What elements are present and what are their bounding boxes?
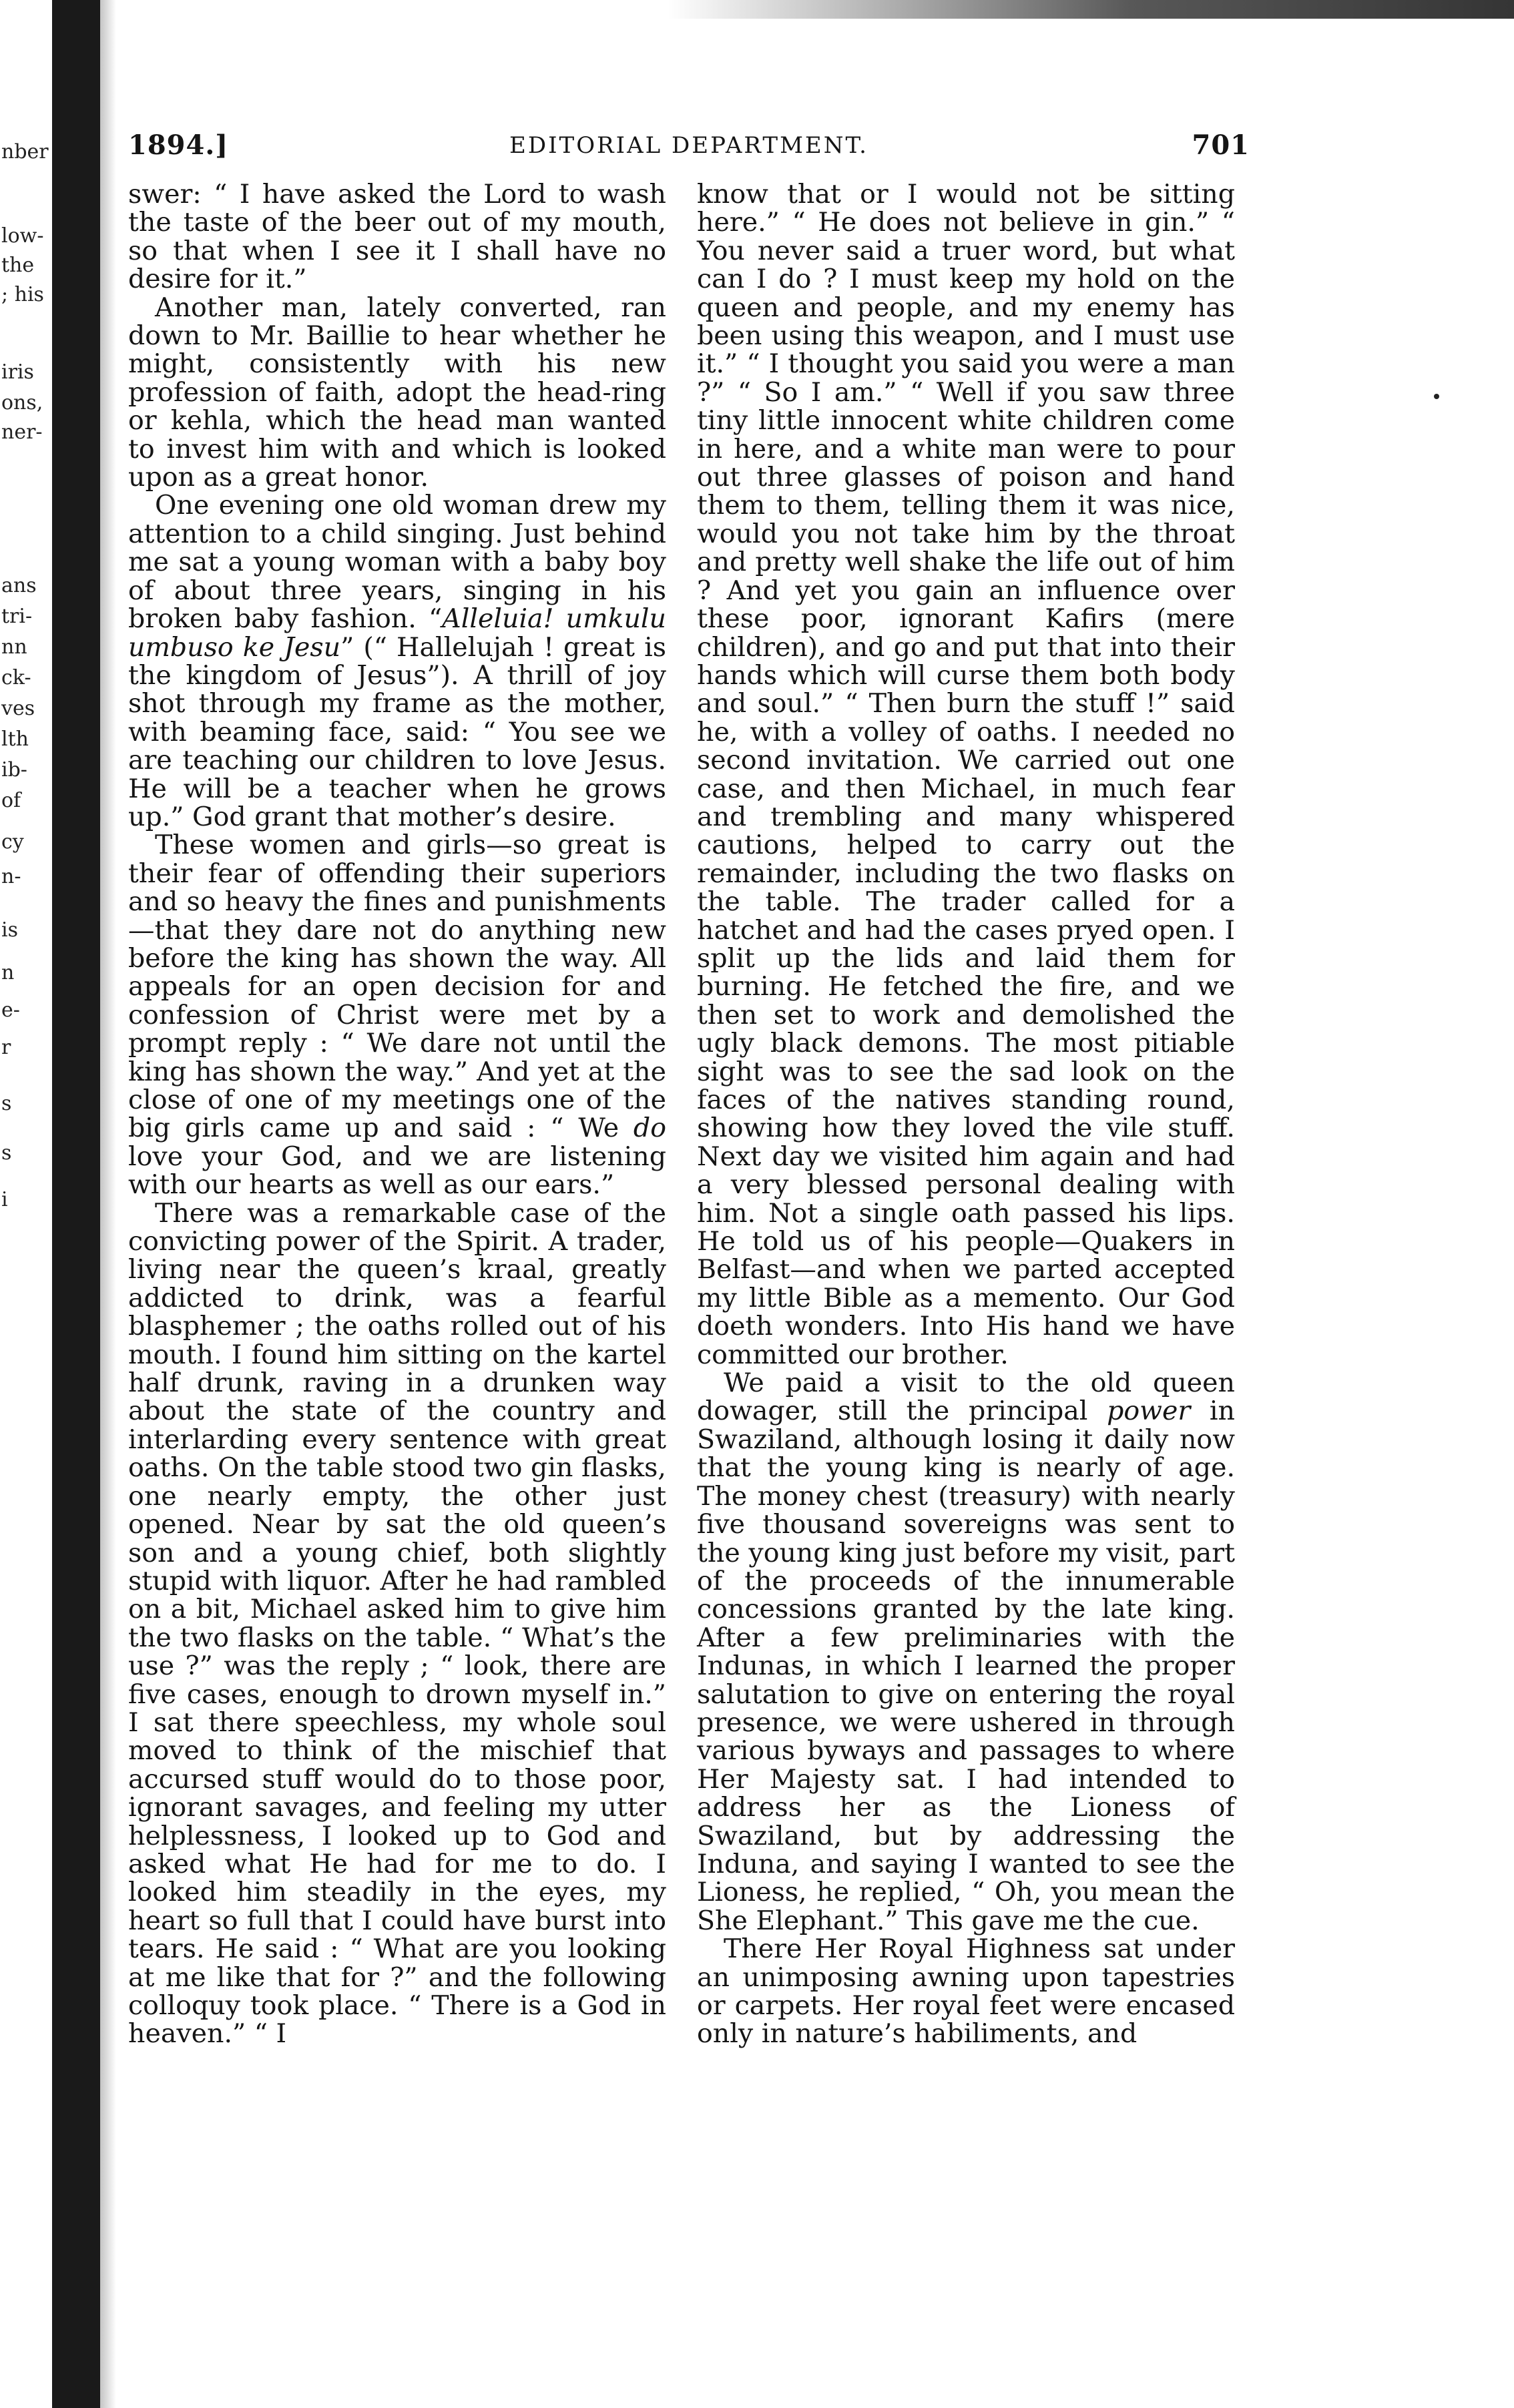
margin-fragment: ner-	[1, 420, 43, 444]
paragraph	[128, 294, 666, 492]
binding-margin	[0, 0, 100, 2408]
margin-fragment: cy	[1, 830, 24, 854]
paragraph	[128, 1199, 666, 2048]
right-column	[697, 180, 1235, 2048]
margin-fragment: tri-	[1, 605, 33, 628]
paragraph-text: There Her Royal Highness sat under an unimposing awning upon tapestries or carpets. Her royal feet were encased only in nature’s habiliments, and	[697, 1933, 1235, 2050]
left-column	[128, 180, 666, 2048]
paragraph-text: These women and girls—so great is their fear of offending their superiors and so heavy the fines and punishments —that they dare not do anything new before the king has shown the way. All appeals for an open decision for and confession of Christ were met by a prompt reply : “ We dare not until the king has shown the way.” And yet at the close of one of my meetings one of the big girls came up and said : “ We	[128, 830, 666, 1144]
paragraph-text: There was a remarkable case of the convicting power of the Spirit. A trader, living near the queen’s kraal, greatly addicted to drink, was a fearful blasphemer ; the oaths rolled out of his mouth. I found him sitting on the kartel half drunk, raving in a drunken way about the state of the country and interlarding every sentence with great oaths. On the table stood two gin flasks, one nearly empty, the other just opened. Near by sat the old queen’s son and a young chief, both slightly stupid with liquor. After he had rambled on a bit, Michael asked him to give him the two flasks on the table. “ What’s the use ?” was the reply ; “ look, there are five cases, enough to drown myself in.” I sat there speechless, my whole soul moved to think of the mischief that accursed stuff would do to those poor, ignorant savages, and feeling my utter helplessness, I looked up to God and asked what He had for me to do. I looked him steadily in the eyes, my heart so full that I could have burst into tears. He said : “ What are you looking at me like that for ?” and the following colloquy took place. “ There is a God in heaven.” “ I	[128, 1197, 666, 2050]
paragraph-text: swer: “ I have asked the Lord to wash the taste of the beer out of my mouth, so that when I see it I shall have no desire for it.”	[128, 179, 666, 295]
margin-fragment: low-	[1, 224, 44, 248]
margin-fragment: ck-	[1, 666, 31, 689]
margin-fragment: ves	[1, 697, 35, 720]
margin-fragment: ; his	[1, 283, 44, 306]
running-header	[128, 125, 1250, 166]
margin-fragment: n	[1, 961, 15, 984]
paragraph	[697, 180, 1235, 1369]
spine-shadow	[100, 0, 116, 2408]
margin-fragment: ans	[1, 574, 37, 597]
paragraph-text: know that or I would not be sitting here.” “ He does not believe in gin.” “ You never said a truer word, but what can I do ? I must keep my hold on the queen and people, and my enemy has been using this weapon, and I must use it.” “ I thought you said you were a man ?” “ So I am.” “ Well if you saw three tiny little innocent white children come in here, and a white man were to pour out three glasses of poison and hand them to them, telling them it was nice, would you not take him by the throat and pretty well shake the life out of him ? And yet you gain an influence over these poor, ignorant Kafirs (mere children), and go and put that into their hands which will curse them both body and soul.” “ Then burn the stuff !” said he, with a volley of oaths. I needed no second invitation. We carried out one case, and then Michael, in much fear and trembling and many whispered cautions, helped to carry out the remainder, including the two flasks on the table. The trader called for a hatchet and had the cases pryed open. I split up the lids and laid them for burning. He fetched the fire, and we then set to work and demolished the ugly black demons. The most pitiable sight was to see the sad look on the faces of the natives standing round, showing how they loved the vile stuff. Next day we visited him again and had a very blessed personal dealing with him. Not a single oath passed his lips. He told us of his people—Quakers in Belfast—and when we parted accepted my little Bible as a memento. Our God doeth wonders. Into His hand we have committed our brother.	[697, 179, 1235, 1370]
paragraph-text: One evening one old woman drew my attention to a child singing. Just behind me sat a young woman with a baby boy of about three years, singing in his broken baby fashion. “	[128, 490, 666, 635]
margin-fragment: s	[1, 1141, 12, 1165]
margin-fragment: ib-	[1, 758, 27, 782]
margin-fragment: ons,	[1, 391, 43, 414]
paragraph	[128, 180, 666, 294]
binding-spine	[52, 0, 100, 2408]
paragraph	[128, 831, 666, 1199]
margin-fragment: i	[1, 1188, 8, 1211]
margin-fragment: n-	[1, 865, 21, 888]
margin-fragment: of	[1, 789, 21, 812]
margin-fragment: nn	[1, 635, 27, 659]
ink-speck	[1434, 394, 1439, 399]
margin-fragment: e-	[1, 998, 20, 1022]
paragraph-text: We paid a visit to the old queen dowager, still the principal	[697, 1368, 1235, 1427]
margin-fragment: is	[1, 918, 18, 942]
page-number: 701	[1192, 129, 1250, 161]
header-department: EDITORIAL DEPARTMENT.	[509, 132, 868, 159]
paragraph-text: in Swaziland, although losing it daily now that the young king is nearly of age. The money chest (treasury) with nearly five thousand sovereigns was sent to the young king just before my visit, part of the proceeds of the innumerable concessions granted by the late king. After a few preliminaries with the Indunas, in which I learned the proper salutation to give on entering the royal presence, we were ushered in through various byways and passages to where Her Majesty sat. I had intended to address her as the Lioness of Swaziland, but by addressing the Induna, and saying I wanted to see the Lioness, he replied, “ Oh, you mean the She Elephant.” This gave me the cue.	[697, 1396, 1235, 1936]
paragraph	[697, 1369, 1235, 1935]
margin-fragment: iris	[1, 360, 34, 384]
paragraph-text: Another man, lately converted, ran down to Mr. Baillie to hear whether he might, consistently with his new profession of faith, adopt the head-ring or kehla, which the head man wanted to invest him with and which is looked upon as a great honor.	[128, 292, 666, 493]
margin-fragment: r	[1, 1036, 11, 1059]
margin-fragment: the	[1, 254, 35, 277]
emphasis: power	[1107, 1396, 1191, 1427]
scan-edge-noise	[668, 0, 1514, 19]
header-year: 1894.]	[128, 129, 229, 161]
margin-fragment: nber	[1, 140, 49, 164]
paragraph-text: love your God, and we are listening with our hearts as well as our ears.”	[128, 1141, 666, 1201]
margin-fragment: s	[1, 1092, 12, 1115]
margin-fragment: lth	[1, 727, 29, 751]
zulu-phrase: Alleluia! umkulu umbuso ke Jesu	[128, 603, 666, 663]
paragraph	[128, 491, 666, 831]
paragraph-text: ” (“ Hallelujah ! great is the kingdom of Jesus”). A thrill of joy shot through my frame as the mother, with beaming face, said: “ You see we are teaching our children to love Jesus. He will be a teacher when he grows up.” God grant that mother’s desire.	[128, 631, 666, 832]
emphasis: do	[633, 1113, 666, 1144]
paragraph	[697, 1935, 1235, 2048]
